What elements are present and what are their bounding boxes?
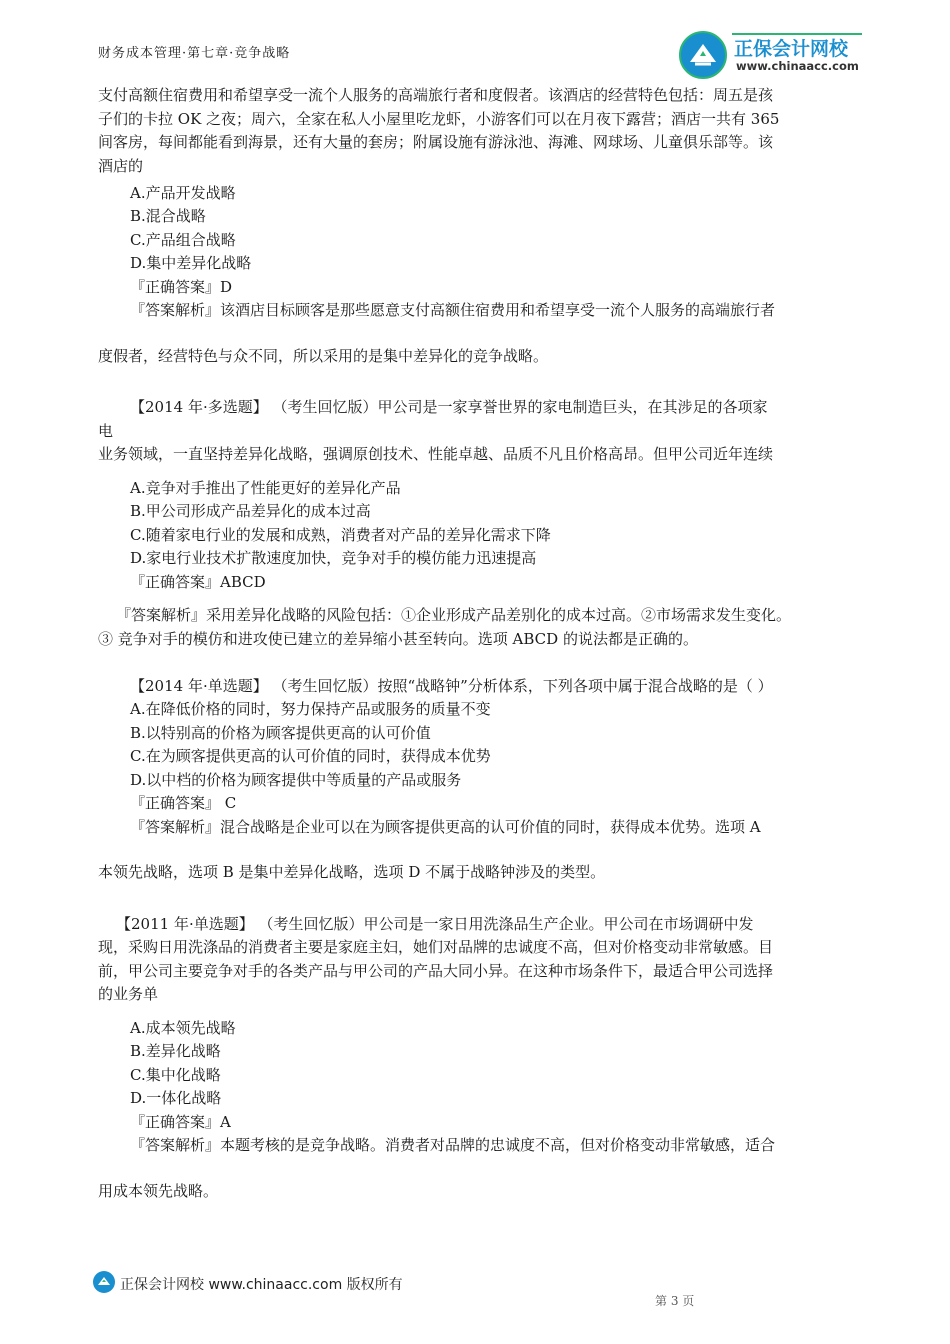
question-stem-line: 业务领域，一直坚持差异化战略，强调原创技术、性能卓越、品质不凡且价格高昂。但甲公司近年连续 (98, 445, 774, 463)
question-stem-line: 间客房，每间都能看到海景，还有大量的套房；附属设施有游泳池、海滩、网球场、儿童俱乐部等。该 (98, 133, 774, 151)
correct-answer: 『正确答案』A (130, 1112, 231, 1131)
correct-answer: 『正确答案』D (130, 277, 233, 296)
explanation-line: 『答案解析』采用差异化战略的风险包括：①企业形成产品差别化的成本过高。②市场需求发生变化。 (116, 606, 792, 624)
document-body (98, 84, 858, 1203)
explanation-line: 用成本领先战略。 (98, 1181, 219, 1200)
option-b: B.差异化战略 (130, 1042, 221, 1060)
option-d: D.以中档的价格为顾客提供中等质量的产品或服务 (130, 770, 462, 789)
option-a: A.产品开发战略 (130, 183, 236, 202)
question-header-cont: 电 (98, 421, 114, 440)
explanation-line: ③ 竞争对手的模仿和进攻使已建立的差异缩小甚至转向。选项 ABCD 的说法都是正确的。 (98, 629, 698, 648)
footer-logo-icon (92, 1270, 116, 1294)
option-c: C.产品组合战略 (130, 230, 236, 249)
page-footer (92, 1268, 692, 1298)
logo-url: www.chinaacc.com (736, 59, 859, 73)
question-stem-line: 子们的卡拉 OK 之夜；周六，全家在私人小屋里吃龙虾，小游客们可以在月夜下露营；酒店一共有 365 (98, 109, 780, 128)
option-d: D.家电行业技术扩散速度加快，竞争对手的模仿能力迅速提高 (130, 549, 537, 567)
header-title-cut: 财务成本管理·第七章·竞争战略 (98, 46, 291, 61)
explanation-line: 『答案解析』本题考核的是竞争战略。消费者对品牌的忠诚度不高，但对价格变动非常敏感，适合 (130, 1136, 776, 1154)
correct-answer: 『正确答案』 C (130, 794, 237, 812)
option-a: A.成本领先战略 (130, 1018, 236, 1037)
correct-answer: 『正确答案』ABCD (130, 572, 266, 591)
site-logo[interactable] (678, 26, 878, 82)
question-header: 【2014 年·多选题】 （考生回忆版）甲公司是一家享誉世界的家电制造巨头，在其涉足的各项家 (130, 398, 768, 416)
page-number: 第 3 页 (655, 1294, 695, 1308)
explanation-line: 度假者，经营特色与众不同，所以采用的是集中差异化的竞争战略。 (98, 346, 549, 365)
option-c: C.在为顾客提供更高的认可价值的同时，获得成本优势 (130, 747, 491, 765)
logo-mark-icon (678, 30, 728, 80)
option-b: B.以特别高的价格为顾客提供更高的认可价值 (130, 723, 431, 742)
explanation-line: 本领先战略，选项 B 是集中差异化战略，选项 D 不属于战略钟涉及的类型。 (98, 863, 606, 881)
question-stem-line: 的业务单 (98, 985, 159, 1003)
question-stem-line: 酒店的 (98, 156, 144, 175)
question-stem-line: 前，甲公司主要竞争对手的各类产品与甲公司的产品大同小异。在这种市场条件下，最适合甲公司选择 (98, 961, 774, 980)
question-stem-line: 支付高额住宿费用和希望享受一流个人服务的高端旅行者和度假者。该酒店的经营特色包括：周五是孩 (98, 86, 774, 104)
option-b: B.混合战略 (130, 207, 206, 225)
option-c: C.随着家电行业的发展和成熟，消费者对产品的差异化需求下降 (130, 525, 551, 544)
question-stem-line: 【2011 年·单选题】 （考生回忆版）甲公司是一家日用洗涤品生产企业。甲公司在市场调研中发 (116, 914, 754, 933)
option-b: B.甲公司形成产品差异化的成本过高 (130, 502, 371, 520)
option-c: C.集中化战略 (130, 1065, 221, 1084)
option-d: D.一体化战略 (130, 1089, 222, 1107)
explanation-line: 『答案解析』混合战略是企业可以在为顾客提供更高的认可价值的同时，获得成本优势。选项 A (130, 817, 761, 836)
logo-name: 正保会计网校 (734, 38, 849, 60)
question-header: 【2014 年·单选题】 （考生回忆版）按照“战略钟”分析体系，下列各项中属于混合战略的是（ ） (130, 677, 773, 695)
explanation-line: 『答案解析』该酒店目标顾客是那些愿意支付高额住宿费用和希望享受一流个人服务的高端旅行者 (130, 301, 776, 319)
question-stem-line: 现，采购日用洗涤品的消费者主要是家庭主妇，她们对品牌的忠诚度不高，但对价格变动非常敏感。目 (98, 938, 774, 956)
option-a: A.竞争对手推出了性能更好的差异化产品 (130, 478, 401, 497)
option-a: A.在降低价格的同时，努力保持产品或服务的质量不变 (130, 700, 491, 718)
footer-copyright: 正保会计网校 www.chinaacc.com 版权所有 (120, 1277, 403, 1293)
option-d: D.集中差异化战略 (130, 254, 252, 272)
